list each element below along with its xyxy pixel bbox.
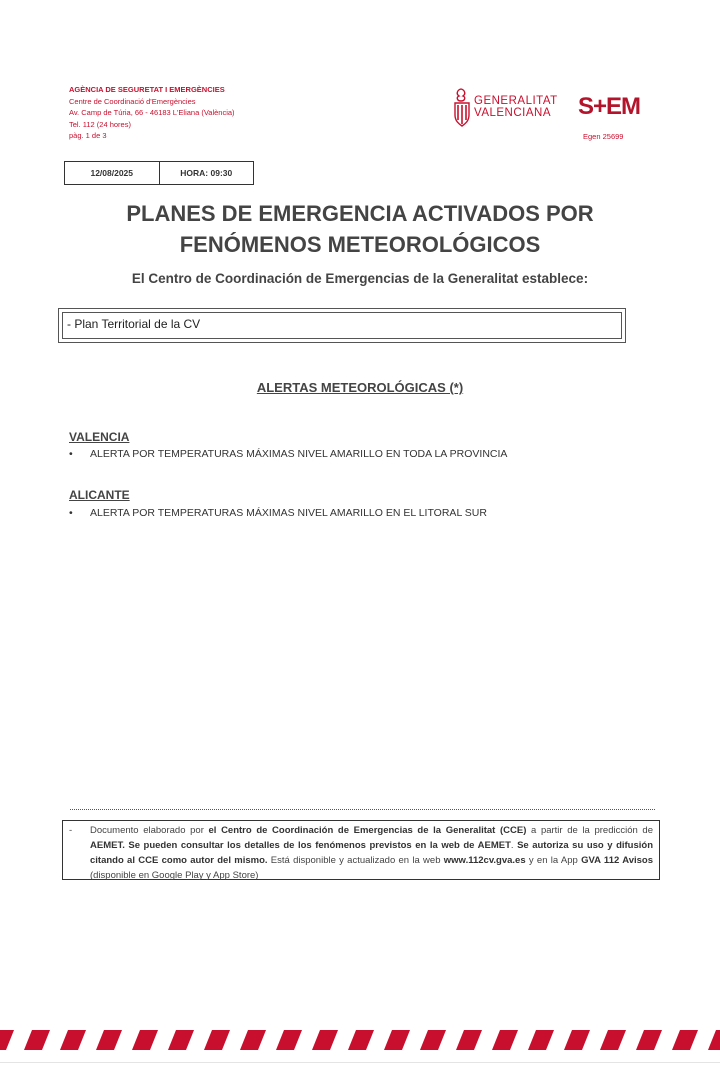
- footer-text-part: .: [510, 840, 518, 851]
- page-info: pàg. 1 de 3: [69, 131, 107, 140]
- bullet-icon: •: [69, 448, 73, 460]
- stripe-dash: [24, 1030, 50, 1050]
- date-cell: 12/08/2025: [90, 168, 134, 178]
- footer-text: [90, 823, 653, 883]
- agency-center: Centre de Coordinació d'Emergències: [69, 96, 196, 106]
- agency-address: Av. Camp de Túria, 66 - 46183 L'Eliana (València): [69, 108, 235, 117]
- coat-of-arms-icon: [452, 86, 472, 128]
- stripe-dash: [528, 1030, 554, 1050]
- subtitle: El Centro de Coordinación de Emergencias de la Generalitat establece:: [131, 271, 589, 286]
- stripe-dash: [240, 1030, 266, 1050]
- title-line-2: FENÓMENOS METEOROLÓGICOS: [179, 232, 541, 257]
- sem-logo: S+EM: [578, 93, 641, 120]
- stripe-dash: [672, 1030, 698, 1050]
- egen-code: Egen 25699: [583, 132, 624, 141]
- stripe-dash: [348, 1030, 374, 1050]
- page-title: [0, 198, 720, 260]
- footer-website-link[interactable]: www.112cv.gva.es: [443, 855, 526, 866]
- alert-text: ALERTA POR TEMPERATURAS MÁXIMAS NIVEL AMARILLO EN TODA LA PROVINCIA: [90, 448, 508, 460]
- stripe-dash: [60, 1030, 86, 1050]
- stripe-dash: [708, 1030, 720, 1050]
- footer-app-name: GVA 112 Avisos: [581, 855, 653, 866]
- stripe-dash: [384, 1030, 410, 1050]
- footer-dash: -: [69, 825, 73, 836]
- stripe-dash: [636, 1030, 662, 1050]
- footer-bold-part: el Centro de Coordinación de Emergencias de la Generalitat (CCE): [208, 825, 527, 836]
- footer-bold-part: AEMET. Se pueden consultar los detalles de los fenómenos previstos en la web de AEMET: [90, 840, 511, 851]
- footer-text-part: Está disponible y actualizado en la web: [267, 855, 444, 866]
- stripe-dash: [204, 1030, 230, 1050]
- bottom-divider: [0, 1062, 720, 1063]
- footer-text-part: Documento elaborado por: [90, 825, 209, 836]
- logo-line-2: VALENCIANA: [474, 107, 552, 119]
- region-valencia: VALENCIA: [69, 430, 130, 444]
- plan-text: - Plan Territorial de la CV: [67, 317, 201, 331]
- footer-bold-part: Se autoriza su uso y difusión citando al CCE como autor del mismo.: [90, 840, 654, 866]
- generalitat-valenciana-logo: [452, 86, 564, 128]
- stripe-dash: [492, 1030, 518, 1050]
- stripe-dash: [312, 1030, 338, 1050]
- stripe-dash: [132, 1030, 158, 1050]
- agency-phone: Tel. 112 (24 hores): [69, 119, 131, 129]
- alert-item: [69, 448, 507, 460]
- dotted-separator: [70, 809, 655, 810]
- stripe-dash: [0, 1030, 14, 1050]
- stripe-dash: [168, 1030, 194, 1050]
- title-line-1: PLANES DE EMERGENCIA ACTIVADOS POR: [126, 201, 594, 226]
- stripe-dash: [420, 1030, 446, 1050]
- logo-line-1: GENERALITAT: [474, 95, 558, 107]
- plan-box: [58, 308, 626, 343]
- stripe-dash: [600, 1030, 626, 1050]
- time-cell: HORA: 09:30: [159, 162, 254, 184]
- alerts-title: ALERTAS METEOROLÓGICAS (*): [256, 380, 464, 395]
- footer-note: [62, 820, 660, 880]
- decorative-stripes: [0, 1030, 720, 1050]
- footer-text-part: a partir de la predicción de: [526, 825, 653, 836]
- alert-text: ALERTA POR TEMPERATURAS MÁXIMAS NIVEL AMARILLO EN EL LITORAL SUR: [90, 507, 487, 519]
- footer-text-part: y en la App: [525, 855, 582, 866]
- agency-name: AGÈNCIA DE SEGURETAT I EMERGÈNCIES: [69, 85, 225, 94]
- bullet-icon: •: [69, 507, 73, 519]
- stripes-graphic: [0, 1030, 720, 1050]
- date-time-box: [64, 161, 254, 185]
- agency-info: [69, 84, 235, 142]
- footer-text-part: (disponible en Google Play y App Store): [90, 870, 259, 881]
- stripe-dash: [564, 1030, 590, 1050]
- stripe-dash: [276, 1030, 302, 1050]
- stripe-dash: [456, 1030, 482, 1050]
- stripe-dash: [96, 1030, 122, 1050]
- region-alicante: ALICANTE: [69, 488, 130, 502]
- alert-item: [69, 507, 487, 519]
